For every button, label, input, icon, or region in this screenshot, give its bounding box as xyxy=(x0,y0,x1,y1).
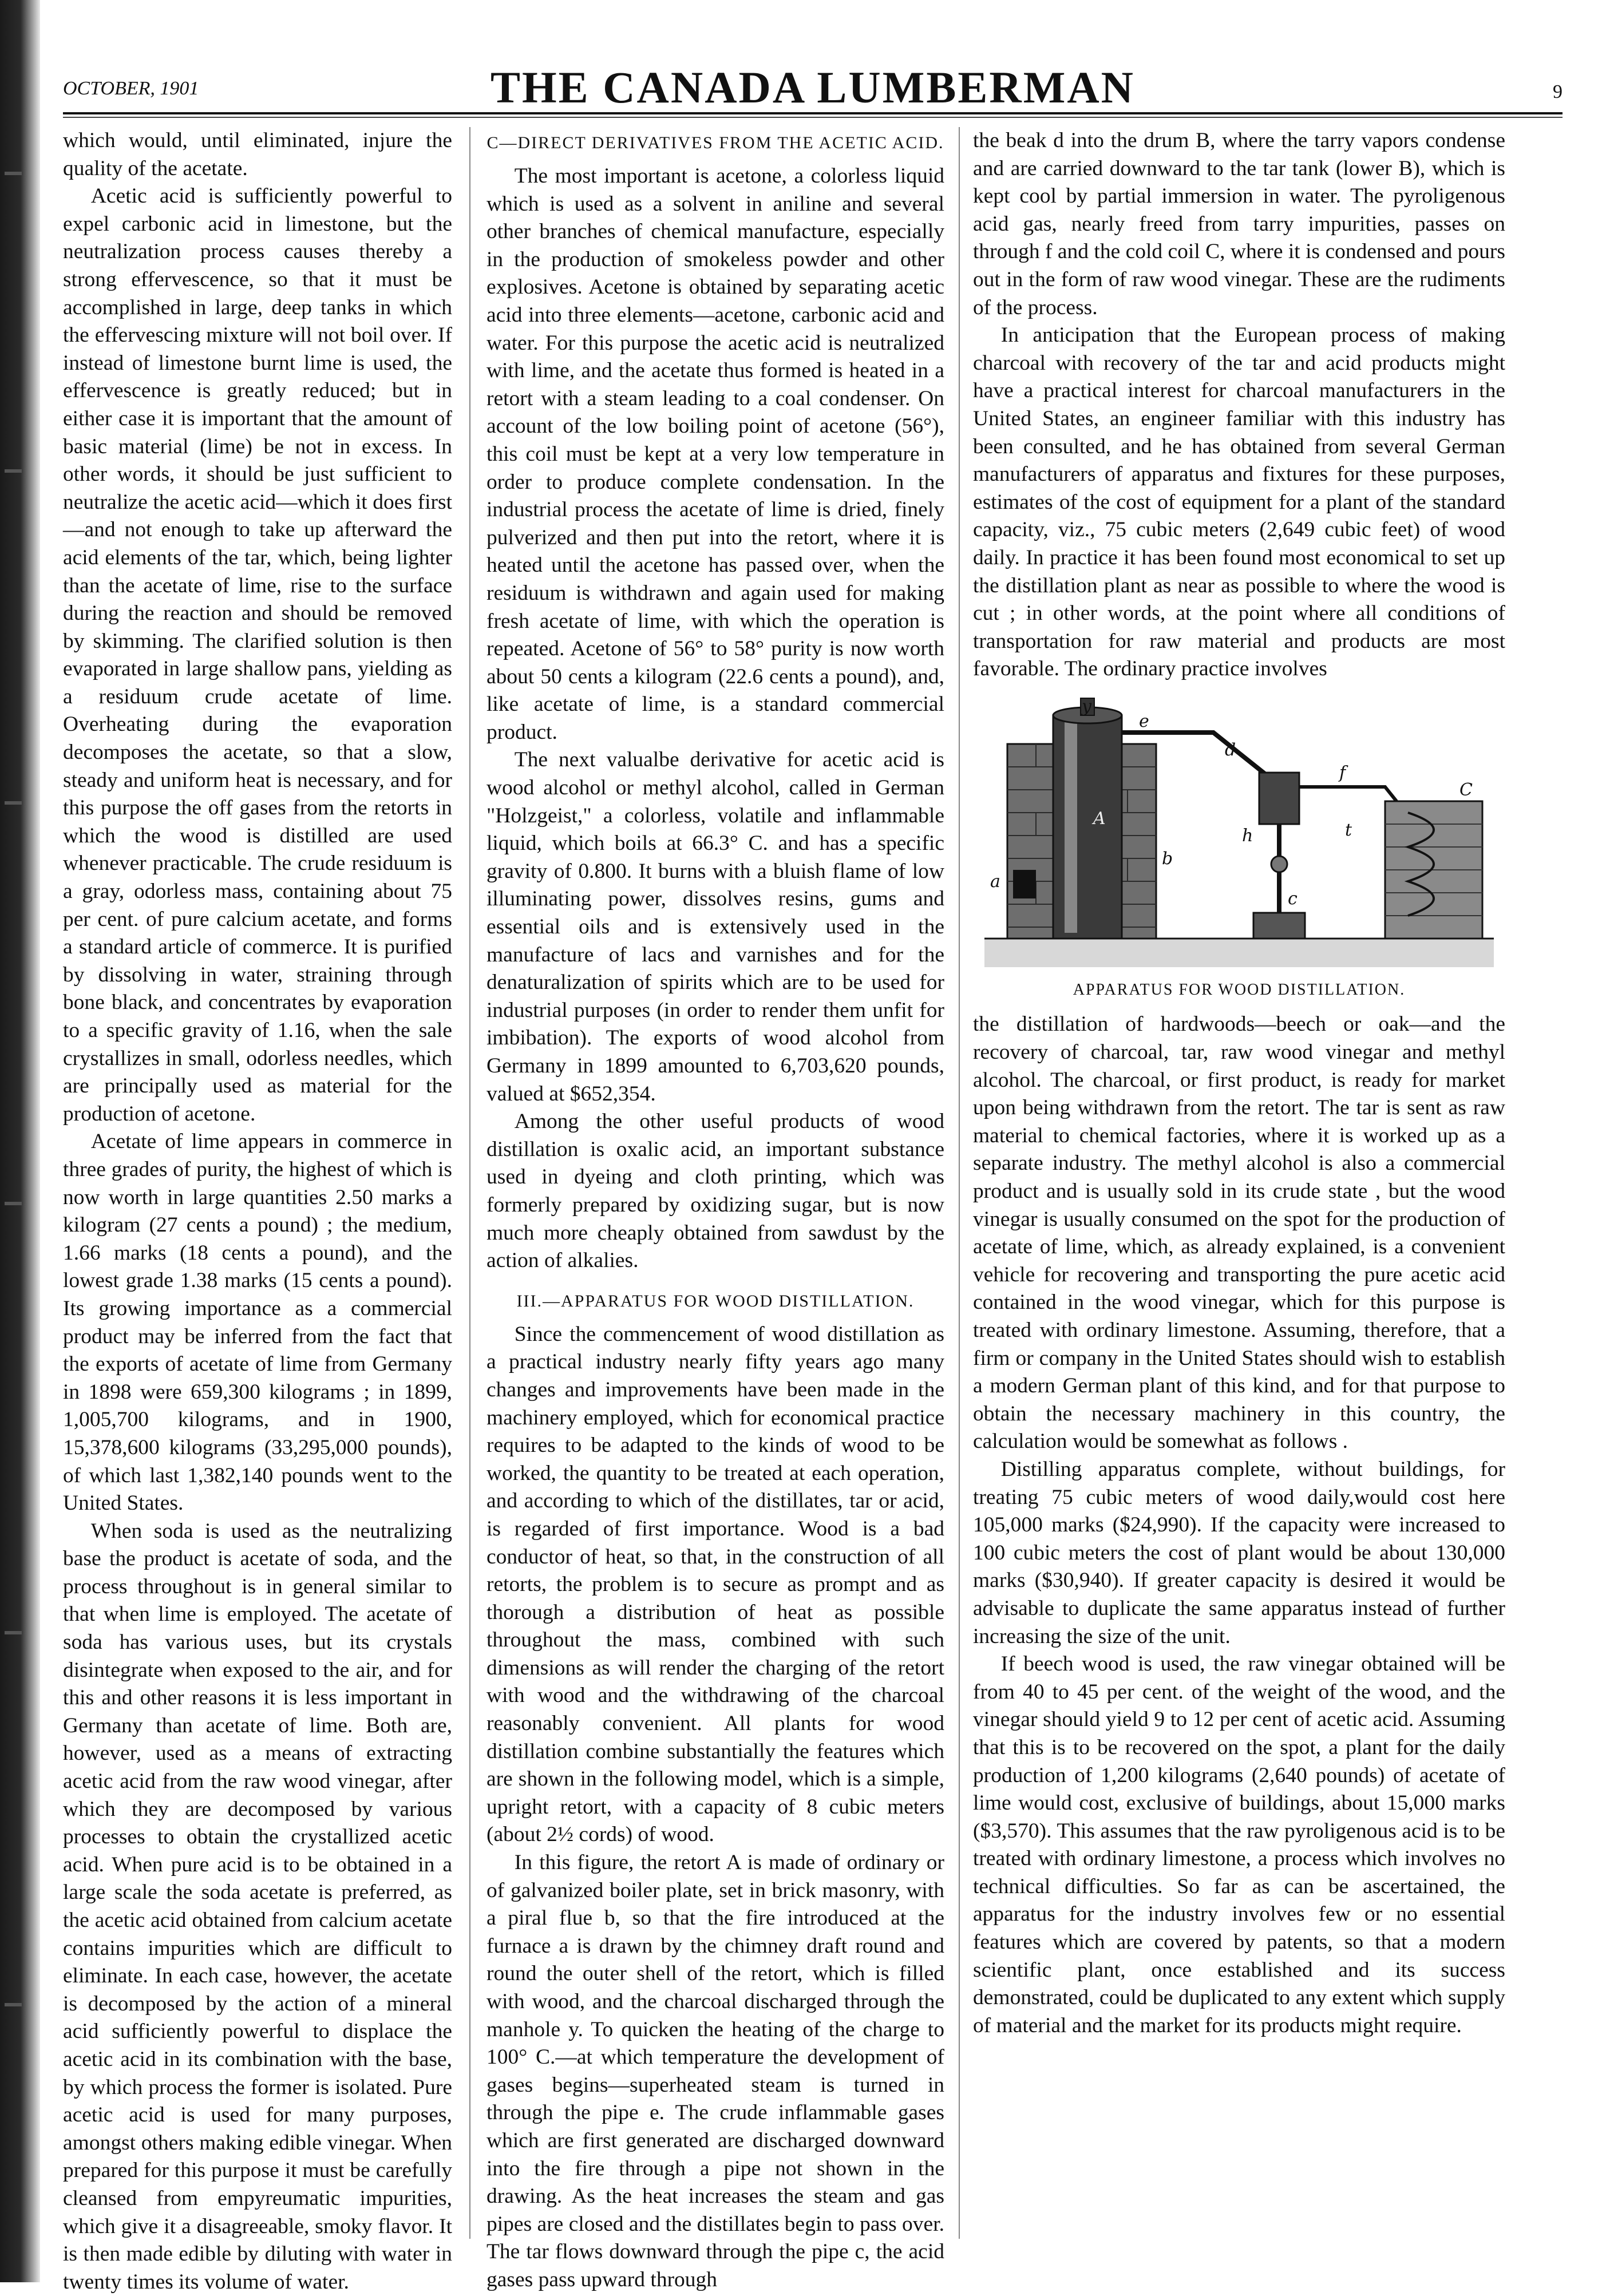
figure-label: y xyxy=(1082,696,1091,716)
figure-label: a xyxy=(990,871,1000,892)
paragraph: which would, until eliminated, injure the quality of the acetate. xyxy=(63,129,452,180)
figure-label: h xyxy=(1242,825,1253,846)
header-rule xyxy=(63,112,1563,114)
binding-mark xyxy=(5,469,22,473)
binding-mark xyxy=(5,1631,22,1634)
binding-mark xyxy=(5,1202,22,1205)
floor xyxy=(984,939,1494,967)
masthead xyxy=(63,62,1563,113)
paragraph: If beech wood is used, the raw vinegar obtained will be from 40 to 45 per cent. of the weight of the wood, and the vinegar should yield 9 to 12 per cent of acetic acid. Assuming that this is to be recovered on the spot, a plant for the daily production of 1,200 kilograms (2,640 pounds) of acetate of lime would cost, exclusive of buildings, about 15,000 marks ($3,570). This assumes that the raw pyroligenous acid is to be treated with ordinary limestone, a process which involves no technical difficulties. So far as can be ascertained, the apparatus for the industry involves few or no essential features which are covered by patents, so that a modern scientific plant, once established and its success demonstrated, could be duplicated to any extent which supply of material and the market for its products might require. xyxy=(973,1652,1505,2037)
binding-mark xyxy=(5,2003,22,2006)
paragraph: In anticipation that the European process of making charcoal with recovery of the tar and acid products might have a practical interest for charcoal manufacturers in the United States, an engineer familiar with this industry has been consulted, and he has obtained from several German manufacturers of apparatus and fixtures for these purposes, estimates of the cost of equipment for a plant of the standard capacity, viz., 75 cubic meters (2,649 cubic feet) of wood daily. In practice it has been found most economical to set up the distillation plant as near as possible to where the wood is cut ; in other words, at the point where all conditions of transportation for raw material and products are most favorable. The ordinary practice involves xyxy=(973,323,1505,681)
paragraph: the beak d into the drum B, where the tarry vapors condense and are carried downward to the tar tank (lower B), which is kept cool by partial immersion in water. The pyroligenous acid gas, nearly freed from tarry impurities, passes on through f and the cold coil C, where it is condensed and pours out in the form of raw wood vinegar. These are the rudiments of the process. xyxy=(973,129,1505,319)
figure-label: f xyxy=(1339,762,1346,783)
section-heading-apparatus: III.—APPARATUS FOR WOOD DISTILLATION. xyxy=(516,1291,915,1311)
column-divider xyxy=(959,127,960,2239)
column-1 xyxy=(63,127,452,2294)
figure-label: d xyxy=(1225,739,1236,760)
figure-label: C xyxy=(1459,779,1473,800)
paragraph: Acetate of lime appears in commerce in three grades of purity, the highest of which is now worth in large quantities 2.50 marks a kilogram (27 cents a pound) ; the medium, 1.66 marks (18 cents a pound), and the lowest grade 1.38 marks (15 cents a pound). Its growing importance as a commercial product may be inferred from the fact that the exports of acetate of lime from Germany in 1898 were 659,300 kilograms ; in 1899, 1,005,700 kilograms, and in 1900, 15,378,600 kilograms (33,295,000 pounds), of which last 1,382,140 pounds went to the United States. xyxy=(63,1130,452,1515)
figure-caption: APPARATUS FOR WOOD DISTILLATION. xyxy=(1073,980,1406,999)
paragraph: The most important is acetone, a colorless liquid which is used as a solvent in aniline and several other branches of chemical manufacture, especially in the production of smokeless powder and other explosives. Acetone is obtained by separating acetic acid into three elements—acetone, carbonic acid and water. For this purpose the acetic acid is neutralized with lime, and the acetate thus formed is heated in a retort with a steam leading to a coal condenser. On account of the low boiling point of acetone (56°), this coil must be kept at a very low temperature in order to produce complete condensation. In the industrial process the acetate of lime is dried, finely pulverized and then put into the retort, where it is heated until the acetone has passed over, when the residuum is withdrawn and again used for making fresh acetate of lime, with which the operation is repeated. Acetone of 56° to 58° purity is now worth about 50 cents a kilogram (22.6 cents a pound), and, like acetate of lime, is a standard commercial product. xyxy=(486,164,944,744)
section-heading-direct-derivatives: C—DIRECT DERIVATIVES FROM THE ACETIC ACID. xyxy=(486,133,944,152)
paragraph: When soda is used as the neutralizing base the product is acetate of soda, and the process throughout is in general similar to that when lime is employed. The acetate of soda has various uses, but its crystals disintegrate when exposed to the air, and for this and other reasons it is less important in Germany than acetate of lime. Both are, however, used as a means of extracting acetic acid from the raw wood vinegar, after which they are decomposed by various processes to obtain the crystallized acetic acid. When pure acid is to be obtained in a large scale the soda acetate is preferred, as the acetic acid obtained from calcium acetate contains impurities which are difficult to eliminate. In each case, however, the acetate is decomposed by the action of a mineral acid sufficiently powerful to displace the acetic acid in its combination with the base, by which process the former is isolated. Pure acetic acid is used for many purposes, amongst others making edible vinegar. When prepared for this purpose it must be carefully cleansed from empyreumatic impurities, which give it a disagreeable, smoky flavor. It is then made edible by diluting with water in twenty times its volume of water. xyxy=(63,1519,452,2294)
page-binding-edge xyxy=(0,0,40,2282)
figure-label: e xyxy=(1139,711,1149,731)
paragraph: The next valualbe derivative for acetic acid is wood alcohol or methyl alcohol, called in German "Holzgeist," a colorless, volatile and inflammable liquid, which boils at 66.3° C. and has a specific gravity of 0.800. It burns with a bluish flame of low illuminating power, dissolves resins, gums and essential oils and is extensively used in the manufacture of lacs and varnishes and for the denaturalization of spirits which are to be used for industrial purposes (in order to render them unfit for imbibation). The exports of wood alcohol from Germany in 1899 amounted to 6,703,620 pounds, valued at $652,354. xyxy=(486,748,944,1106)
column-2 xyxy=(486,127,944,2291)
paragraph: Acetic acid is sufficiently powerful to expel carbonic acid in limestone, but the neutralization process causes thereby a strong effervescence, so that it must be accomplished in large, deep tanks in which the effervescing mixture will not boil over. If instead of limestone burnt lime is used, the effervescence is greatly reduced; but in either case it is important that the amount of basic material (lime) be not in excess. In other words, it should be just sufficient to neutralize the acetic acid—which it does first—and not enough to take up afterward the acid elements of the tar, which, being lighter than the acetate of lime, rise to the surface during the reaction and should be removed by skimming. The clarified solution is then evaporated in large shallow pans, yielding as a residuum crude acetate of lime. Overheating during the evaporation decomposes the acetate, so that a slow, steady and uniform heat is necessary, and for this purpose the off gases from the retorts in which the wood is distilled are used whenever practicable. The crude residuum is a gray, odorless mass, containing about 75 per cent. of pure calcium acetate, and forms a standard article of commerce. It is purified by dissolving in water, straining through bone black, and concentrates by evaporation to a specific gravity of 1.16, when the sale crystallizes in small, odorless needles, which are principally used as material for the production of acetone. xyxy=(63,184,452,1126)
figure-label: b xyxy=(1162,848,1173,869)
figure-label: c xyxy=(1288,888,1298,909)
retort-cylinder xyxy=(1053,715,1122,939)
paragraph: Distilling apparatus complete, without buildings, for treating 75 cubic meters of wood daily,would cost here 105,000 marks ($24,990). If the capacity were increased to 100 cubic meters the cost of plant would be about 130,000 marks ($30,940). If greater capacity is desired it would be advisable to duplicate the same apparatus instead of further increasing the size of the unit. xyxy=(973,1457,1505,1648)
figure-label: t xyxy=(1345,820,1352,840)
tar-tank xyxy=(1253,913,1305,939)
figure-label: A xyxy=(1093,808,1106,829)
header-rule-thin xyxy=(63,117,1563,118)
paragraph: In this figure, the retort A is made of ordinary or of galvanized boiler plate, set in brick masonry, with a piral flue b, so that the fire introduced at the furnace a is drawn by the chimney draft round and round the outer shell of the retort, which is filled with wood, and the charcoal discharged through the manhole y. To quicken the heating of the charge to 100° C.—at which temperature the development of gases begins—superheated steam is turned in through the pipe e. The crude inflammable gases which are first generated are discharged downward into the fire through a pipe not shown in the drawing. As the heat increases the steam and gas pipes are closed and the distillates begin to pass over. The tar flows downward through the pipe c, the acid gases pass upward through xyxy=(486,1851,944,2291)
binding-mark xyxy=(5,172,22,175)
paragraph: Since the commencement of wood distillation as a practical industry nearly fifty years ago many changes and improvements have been made in the machinery employed, which for economical practice requires to be adapted to the kinds of wood to be worked, the quantity to be treated at each operation, and according to which of the distillates, tar or acid, is regarded of first importance. Wood is a bad conductor of heat, so that, in the construction of all retorts, the problem is to secure as prompt and as thorough a distribution of heat as possible throughout the mass, combined with such dimensions as will render the charging of the retort with wood and the withdrawing of the charcoal reasonably convenient. All plants for wood distillation combine substantially the features which are shown in the following model, which is a simple, upright retort, with a capacity of 8 cubic meters (about 2½ cords) of wood. xyxy=(486,1322,944,1847)
page-number: 9 xyxy=(1553,81,1563,102)
drum-b xyxy=(1259,773,1299,824)
column-divider xyxy=(469,127,470,2239)
publication-title: THE CANADA LUMBERMAN xyxy=(490,62,1136,112)
column-3 xyxy=(973,127,1505,2256)
distillation-apparatus-illustration xyxy=(973,692,1505,973)
paragraph: the distillation of hardwoods—beech or oak—and the recovery of charcoal, tar, raw wood vinegar and methyl alcohol. The charcoal, or first product, is ready for market upon being withdrawn from the retort. The tar is sent as raw material to chemical factories, where it is worked up as a separate industry. The methyl alcohol is also a commercial product and is usually sold in its crude state , but the wood vinegar is usually consumed on the spot for the production of acetate of lime, which, as already explained, is a convenient vehicle for recovering and transporting the pure acetic acid contained in the wood vinegar, which for this purpose is treated with ordinary limestone. Assuming, therefore, that a firm or company in the United States should wish to establish a modern German plant of this kind, and for that purpose to obtain the necessary machinery in this country, the calculation would be somewhat as follows . xyxy=(973,1012,1505,1454)
binding-mark xyxy=(5,801,22,805)
issue-date: OCTOBER, 1901 xyxy=(63,78,199,99)
paragraph: Among the other useful products of wood distillation is oxalic acid, an important substance used in dyeing and cloth printing, which was formerly prepared by oxidizing sugar, but is now much more cheaply obtained from sawdust by the action of alkalies. xyxy=(486,1110,944,1273)
apparatus-drawing xyxy=(973,692,1505,973)
